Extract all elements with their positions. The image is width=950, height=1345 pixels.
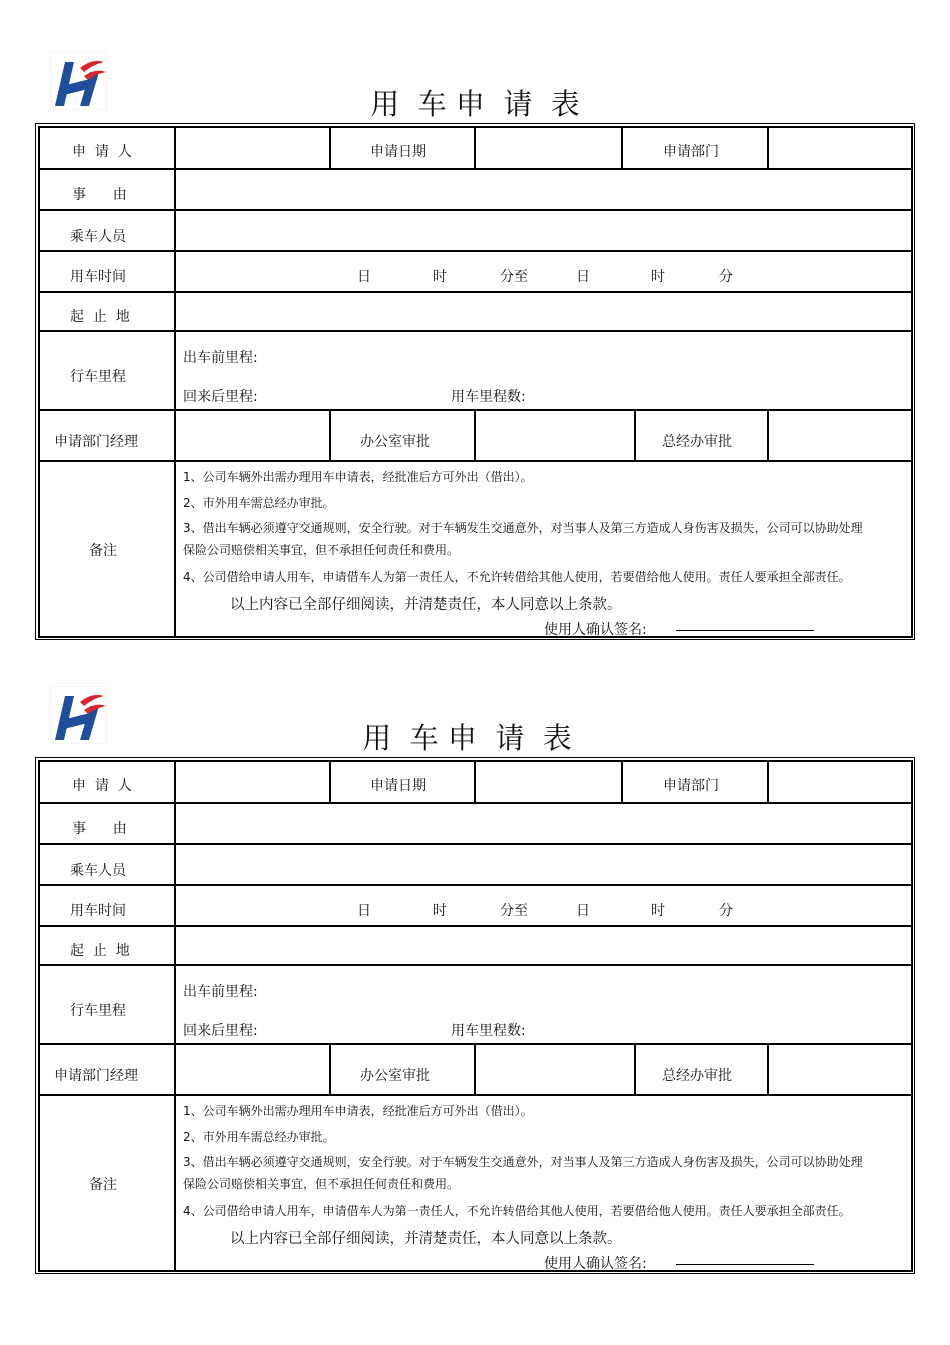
reason-field[interactable] (174, 168, 913, 211)
mileage-used-label: 用车里程数: (451, 1023, 526, 1039)
gm-approval-label: 总经办审批 (662, 434, 732, 450)
gm-approval-label: 总经办审批 (662, 1068, 732, 1084)
route-label: 起 止 地 (70, 309, 130, 325)
mileage-field[interactable] (174, 330, 913, 411)
use-time-field[interactable] (174, 884, 913, 927)
office-approval-label: 办公室审批 (360, 434, 430, 450)
office-approval-field[interactable] (474, 1043, 636, 1096)
applicant-field[interactable] (174, 760, 331, 804)
signature-label: 使用人确认签名: (544, 622, 647, 638)
time-day-1: 日 (357, 269, 371, 285)
note-item-3: 3、借出车辆必须遵守交通规则，安全行驶。对于车辆发生交通意外，对当事人及第三方造成人身伤害及损失，公司可以协助处理 (183, 521, 863, 535)
dept-manager-label: 申请部门经理 (54, 434, 138, 450)
signature-label: 使用人确认签名: (544, 1256, 647, 1272)
time-minute-2: 分 (719, 903, 733, 919)
dept-manager-field[interactable] (174, 1043, 331, 1096)
mileage-before-label: 出车前里程: (183, 350, 258, 366)
department-label: 申请部门 (663, 144, 719, 160)
form-title: 用 车 申 请 表 (362, 721, 572, 755)
note-item-4: 4、公司借给申请人用车，申请借车人为第一责任人，不允许转借给其他人使用，若要借给他人使用。责任人要承担全部责任。 (183, 1204, 851, 1218)
agreement-text: 以上内容已全部仔细阅读，并清楚责任，本人同意以上条款。 (230, 597, 622, 613)
passengers-label: 乘车人员 (70, 863, 126, 879)
remarks-label: 备注 (89, 543, 117, 559)
department-field[interactable] (767, 760, 913, 804)
dept-manager-label: 申请部门经理 (54, 1068, 138, 1084)
note-item-4: 4、公司借给申请人用车，申请借车人为第一责任人，不允许转借给其他人使用，若要借给他人使用。责任人要承担全部责任。 (183, 570, 851, 584)
passengers-field[interactable] (174, 209, 913, 252)
note-item-1: 1、公司车辆外出需办理用车申请表，经批准后方可外出（借出）。 (183, 1104, 533, 1118)
route-field[interactable] (174, 291, 913, 332)
mileage-after-label: 回来后里程: (183, 1023, 258, 1039)
agreement-text: 以上内容已全部仔细阅读，并清楚责任，本人同意以上条款。 (230, 1231, 622, 1247)
reason-label: 事 由 (72, 821, 127, 837)
mileage-used-label: 用车里程数: (451, 389, 526, 405)
applicant-label: 申 请 人 (72, 144, 132, 160)
time-day-2: 日 (576, 269, 590, 285)
use-time-field[interactable] (174, 250, 913, 293)
time-hour-2: 时 (651, 903, 665, 919)
passengers-label: 乘车人员 (70, 229, 126, 245)
vehicle-request-form-2 (0, 634, 950, 1274)
note-item-3: 3、借出车辆必须遵守交通规则，安全行驶。对于车辆发生交通意外，对当事人及第三方造成人身伤害及损失，公司可以协助处理 (183, 1155, 863, 1169)
apply-date-label: 申请日期 (370, 778, 426, 794)
use-time-label: 用车时间 (70, 269, 126, 285)
mileage-field[interactable] (174, 964, 913, 1045)
applicant-field[interactable] (174, 126, 331, 170)
use-time-label: 用车时间 (70, 903, 126, 919)
office-approval-label: 办公室审批 (360, 1068, 430, 1084)
time-minute-to: 分至 (500, 269, 528, 285)
note-item-2: 2、市外用车需总经办审批。 (183, 1130, 335, 1144)
apply-date-label: 申请日期 (370, 144, 426, 160)
note-item-2: 2、市外用车需总经办审批。 (183, 496, 335, 510)
apply-date-field[interactable] (474, 760, 623, 804)
mileage-label: 行车里程 (70, 369, 126, 385)
mileage-label: 行车里程 (70, 1003, 126, 1019)
signature-line[interactable] (676, 1264, 814, 1265)
route-field[interactable] (174, 925, 913, 966)
dept-manager-field[interactable] (174, 409, 331, 462)
applicant-label: 申 请 人 (72, 778, 132, 794)
gm-approval-field[interactable] (767, 1043, 913, 1096)
time-minute-to: 分至 (500, 903, 528, 919)
passengers-field[interactable] (174, 843, 913, 886)
time-hour-1: 时 (433, 903, 447, 919)
department-field[interactable] (767, 126, 913, 170)
note-item-3-continued: 保险公司赔偿相关事宜，但不承担任何责任和费用。 (183, 543, 460, 557)
note-item-1: 1、公司车辆外出需办理用车申请表，经批准后方可外出（借出）。 (183, 470, 533, 484)
signature-line[interactable] (676, 630, 814, 631)
time-hour-2: 时 (651, 269, 665, 285)
mileage-after-label: 回来后里程: (183, 389, 258, 405)
reason-label: 事 由 (72, 187, 127, 203)
office-approval-field[interactable] (474, 409, 636, 462)
form-title: 用 车 申 请 表 (370, 87, 580, 121)
time-hour-1: 时 (433, 269, 447, 285)
apply-date-field[interactable] (474, 126, 623, 170)
remarks-label: 备注 (89, 1177, 117, 1193)
time-day-1: 日 (357, 903, 371, 919)
vehicle-request-form-1 (0, 0, 950, 640)
reason-field[interactable] (174, 802, 913, 845)
route-label: 起 止 地 (70, 943, 130, 959)
note-item-3-continued: 保险公司赔偿相关事宜，但不承担任何责任和费用。 (183, 1177, 460, 1191)
mileage-before-label: 出车前里程: (183, 984, 258, 1000)
gm-approval-field[interactable] (767, 409, 913, 462)
department-label: 申请部门 (663, 778, 719, 794)
time-minute-2: 分 (719, 269, 733, 285)
time-day-2: 日 (576, 903, 590, 919)
